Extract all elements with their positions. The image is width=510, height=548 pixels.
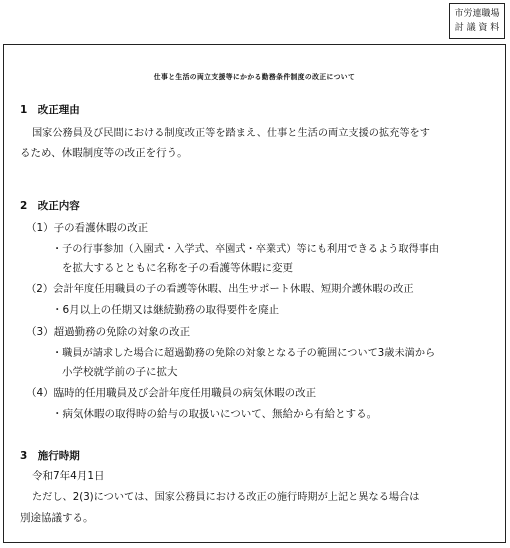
- effective-date: 令和7年4月1日: [32, 470, 105, 482]
- content-item-1-bullet-line-1: ・子の行事参加（入園式・入学式、卒園式・卒業式）等にも利用できるよう取得事由: [52, 244, 440, 255]
- discussion-material-stamp: [449, 3, 505, 39]
- effective-note-line-1: ただし、2(3)については、国家公務員における改正の施行時期が上記と異なる場合は: [32, 492, 420, 503]
- section-reason-body-line-1: 国家公務員及び民間における制度改正等を踏まえ、仕事と生活の両立支援の拡充等をす: [32, 128, 430, 139]
- stamp-line-2: 討 議 資 料: [454, 23, 500, 33]
- content-item-2-heading: （2）会計年度任用職員の子の看護等休暇、出生サポート休暇、短期介護休暇の改正: [26, 283, 414, 295]
- content-item-1-heading: （1）子の看護休暇の改正: [26, 222, 149, 234]
- document-frame: [3, 44, 506, 543]
- content-item-3-bullet-line-1: ・職員が請求した場合に超過勤務の免除の対象となる子の範囲について3歳未満から: [52, 348, 436, 359]
- effective-note-line-2: 別途協議する。: [20, 512, 94, 524]
- content-item-3-heading: （3）超過勤務の免除の対象の改正: [26, 326, 191, 338]
- stamp-line-1: 市労連職場: [454, 9, 500, 19]
- content-item-2-bullet-line-1: ・6月以上の任期又は継続勤務の取得要件を廃止: [52, 304, 280, 316]
- section-effective-heading: 3 施行時期: [20, 450, 80, 462]
- content-item-4-bullet-line-1: ・病気休暇の取得時の給与の取扱いについて、無給から有給とする。: [52, 408, 378, 420]
- content-item-1-bullet-line-2: を拡大するとともに名称を子の看護等休暇に変更: [62, 262, 293, 274]
- document-title: 仕事と生活の両立支援等にかかる勤務条件制度の改正について: [153, 73, 356, 81]
- section-reason-heading: 1 改正理由: [20, 104, 80, 116]
- content-item-4-heading: （4）臨時的任用職員及び会計年度任用職員の病気休暇の改正: [26, 387, 317, 399]
- content-item-3-bullet-line-2: 小学校就学前の子に拡大: [62, 366, 178, 378]
- section-reason-body-line-2: るため、休暇制度等の改正を行う。: [20, 147, 188, 159]
- section-content-heading: 2 改正内容: [20, 200, 80, 212]
